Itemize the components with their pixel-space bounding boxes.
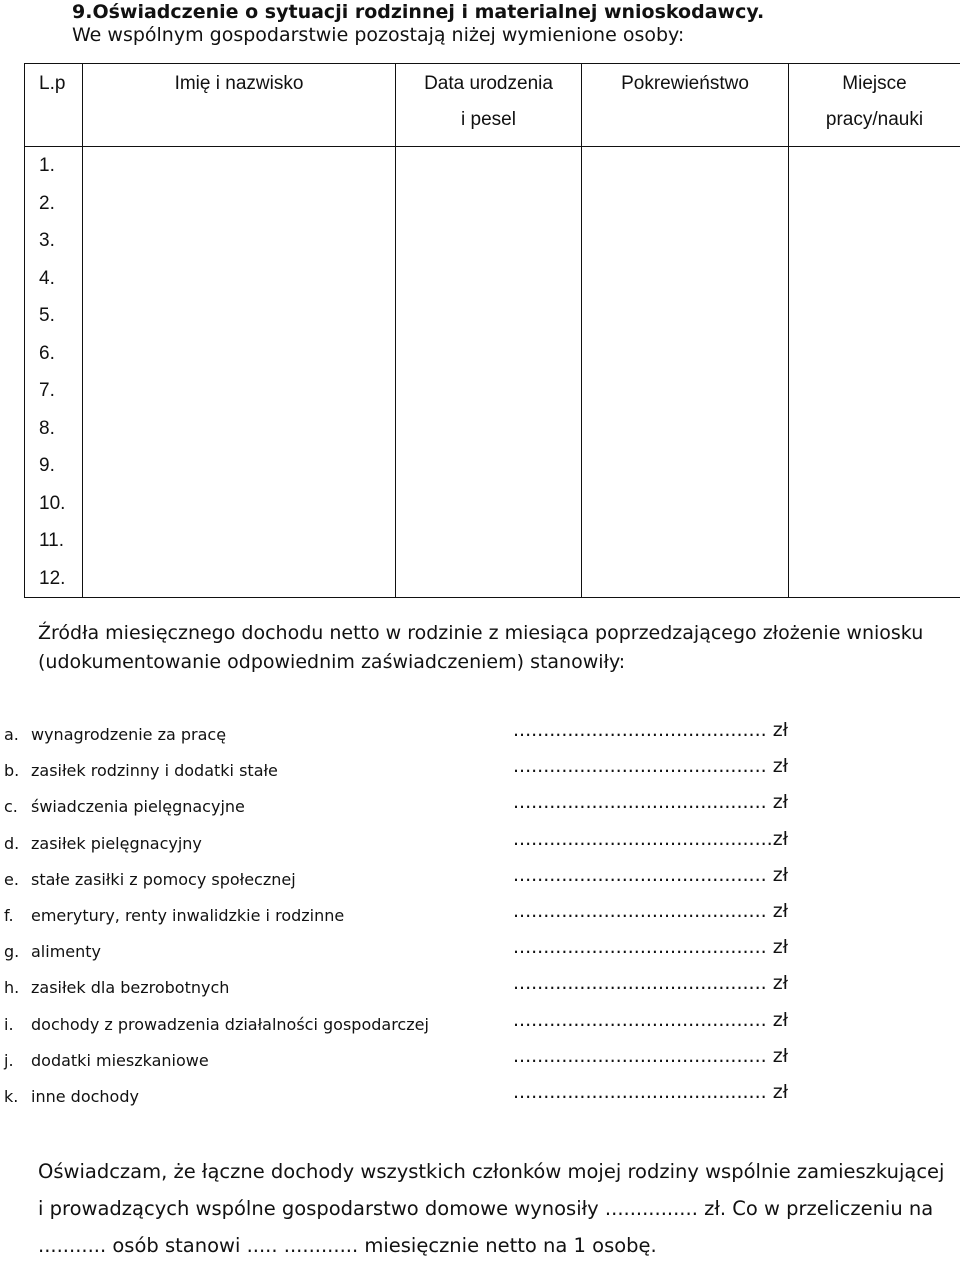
income-intro-line1: Źródła miesięcznego dochodu netto w rodzinie z miesiąca poprzedzającego złożenie wniosku — [38, 622, 923, 644]
income-amount-field[interactable]: .......................................... zł — [513, 791, 788, 813]
income-intro-line2: (udokumentowanie odpowiednim zaświadczeniem) stanowiły: — [38, 651, 625, 673]
income-item — [0, 1081, 960, 1111]
income-item — [0, 1009, 960, 1039]
income-item — [0, 936, 960, 966]
place-cell[interactable] — [789, 147, 960, 598]
income-letter: f. — [4, 906, 14, 925]
income-letter: g. — [4, 942, 19, 961]
header-place-line2: pracy/nauki — [826, 109, 923, 130]
row-number-3: 3. — [39, 222, 82, 260]
header-birth — [396, 64, 582, 147]
lp-cell — [25, 147, 83, 598]
row-number-12: 12. — [39, 560, 82, 598]
birth-cell[interactable] — [396, 147, 582, 598]
income-letter: c. — [4, 797, 18, 816]
row-number-11: 11. — [39, 522, 82, 560]
income-label: świadczenia pielęgnacyjne — [31, 797, 245, 816]
income-label: zasiłek rodzinny i dodatki stałe — [31, 761, 278, 780]
row-number-4: 4. — [39, 260, 82, 298]
header-place-line1: Miejsce — [842, 73, 906, 94]
income-item — [0, 900, 960, 930]
income-label: dodatki mieszkaniowe — [31, 1051, 209, 1070]
income-amount-field[interactable]: .......................................... zł — [513, 1081, 788, 1103]
header-birth-line2: i pesel — [461, 109, 516, 130]
income-letter: b. — [4, 761, 19, 780]
row-number-8: 8. — [39, 410, 82, 448]
row-number-5: 5. — [39, 297, 82, 335]
income-item — [0, 755, 960, 785]
income-item — [0, 828, 960, 858]
row-number-9: 9. — [39, 447, 82, 485]
header-relation-label: Pokrewieństwo — [621, 73, 749, 94]
income-label: stałe zasiłki z pomocy społecznej — [31, 870, 296, 889]
header-place — [789, 64, 960, 147]
income-item — [0, 1045, 960, 1075]
declaration-line1: Oświadczam, że łączne dochody wszystkich członków mojej rodziny wspólnie zamieszkującej — [38, 1160, 944, 1183]
income-label: zasiłek pielęgnacyjny — [31, 834, 202, 853]
row-number-7: 7. — [39, 372, 82, 410]
income-letter: i. — [4, 1015, 14, 1034]
income-label: emerytury, renty inwalidzkie i rodzinne — [31, 906, 344, 925]
income-amount-field[interactable]: .......................................... zł — [513, 755, 788, 777]
income-amount-field[interactable]: .......................................... zł — [513, 864, 788, 886]
header-name — [83, 64, 396, 147]
income-label: dochody z prowadzenia działalności gospodarczej — [31, 1015, 429, 1034]
section-heading: 9.Oświadczenie o sytuacji rodzinnej i materialnej wnioskodawcy. — [72, 0, 764, 25]
income-label: alimenty — [31, 942, 101, 961]
income-item — [0, 864, 960, 894]
income-intro — [38, 619, 938, 677]
declaration-line3: ........... osób stanowi ..... ............ miesięcznie netto na 1 osobę. — [38, 1234, 657, 1257]
income-amount-field[interactable]: .......................................... zł — [513, 1009, 788, 1031]
header-lp-label: L.p — [39, 73, 65, 94]
income-amount-field[interactable]: .......................................... zł — [513, 1045, 788, 1067]
row-number-6: 6. — [39, 335, 82, 373]
header-relation — [582, 64, 789, 147]
relation-cell[interactable] — [582, 147, 789, 598]
header-lp — [25, 64, 83, 147]
income-letter: k. — [4, 1087, 18, 1106]
declaration-line2: i prowadzących wspólne gospodarstwo domowe wynosiły ............... zł. Co w przeliczeniu na — [38, 1197, 933, 1220]
income-amount-field[interactable]: .......................................... zł — [513, 936, 788, 958]
table-header-row — [25, 64, 960, 147]
income-label: inne dochody — [31, 1087, 139, 1106]
income-letter: d. — [4, 834, 19, 853]
income-label: wynagrodzenie za pracę — [31, 725, 226, 744]
income-letter: j. — [4, 1051, 14, 1070]
income-letter: a. — [4, 725, 19, 744]
name-cell[interactable] — [83, 147, 396, 598]
row-number-1: 1. — [39, 147, 82, 185]
income-declaration — [38, 1153, 958, 1264]
income-amount-field[interactable]: .......................................... zł — [513, 972, 788, 994]
header-birth-line1: Data urodzenia — [424, 73, 553, 94]
income-amount-field[interactable]: ...........................................zł — [513, 828, 788, 850]
income-amount-field[interactable]: .......................................... zł — [513, 719, 788, 741]
income-amount-field[interactable]: .......................................... zł — [513, 900, 788, 922]
income-letter: h. — [4, 978, 19, 997]
income-item — [0, 719, 960, 749]
row-number-2: 2. — [39, 185, 82, 223]
income-label: zasiłek dla bezrobotnych — [31, 978, 229, 997]
row-number-10: 10. — [39, 485, 82, 523]
income-item — [0, 972, 960, 1002]
income-item — [0, 791, 960, 821]
household-members-table — [24, 63, 960, 598]
income-letter: e. — [4, 870, 19, 889]
section-subheading: We wspólnym gospodarstwie pozostają niżej wymienione osoby: — [72, 23, 684, 48]
header-name-label: Imię i nazwisko — [175, 73, 304, 94]
table-body-row — [25, 147, 960, 598]
